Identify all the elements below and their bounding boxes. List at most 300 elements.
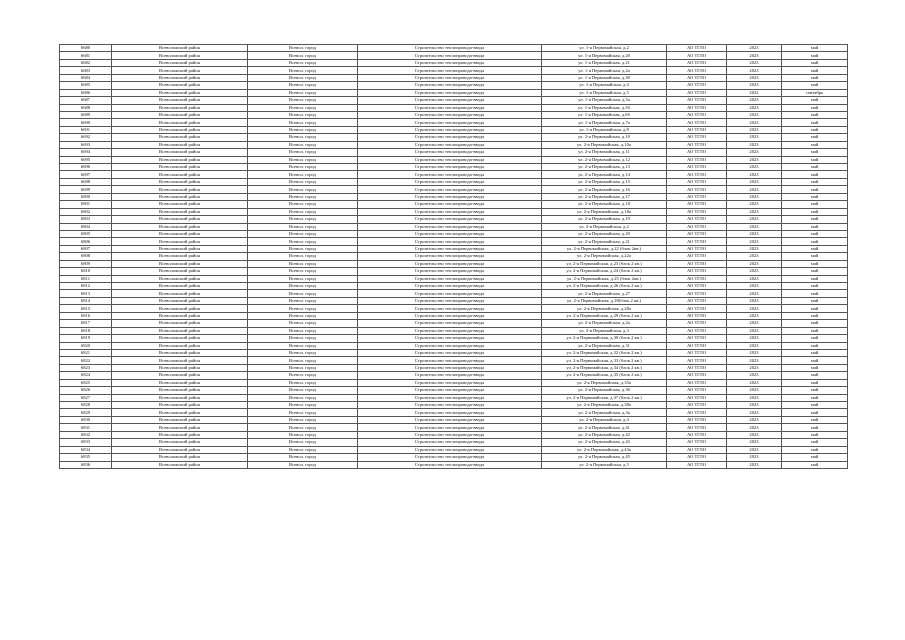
organization-cell: АО ТГЛО bbox=[667, 216, 727, 223]
settlement-cell: Всевол. город bbox=[248, 208, 358, 215]
organization-cell: АО ТГЛО bbox=[667, 156, 727, 163]
table-row bbox=[60, 141, 848, 148]
month-cell: май bbox=[782, 342, 848, 349]
district-cell: Всеволожский район bbox=[112, 193, 248, 200]
settlement-cell: Всевол. город bbox=[248, 126, 358, 133]
district-cell: Всеволожский район bbox=[112, 126, 248, 133]
row-number: 6831 bbox=[60, 424, 112, 431]
settlement-cell: Всевол. город bbox=[248, 320, 358, 327]
organization-cell: АО ТГЛО bbox=[667, 82, 727, 89]
row-number: 6813 bbox=[60, 290, 112, 297]
table-row bbox=[60, 409, 848, 416]
settlement-cell: Всевол. город bbox=[248, 230, 358, 237]
settlement-cell: Всевол. город bbox=[248, 52, 358, 59]
address-cell: ул. 1-я Первомайская, д.8 bbox=[542, 126, 667, 133]
work-type-cell: Строительство теплопровода-ввода bbox=[358, 364, 542, 371]
organization-cell: АО ТГЛО bbox=[667, 424, 727, 431]
row-number: 6810 bbox=[60, 268, 112, 275]
row-number: 6691 bbox=[60, 126, 112, 133]
table-row bbox=[60, 186, 848, 193]
organization-cell: АО ТГЛО bbox=[667, 193, 727, 200]
district-cell: Всеволожский район bbox=[112, 327, 248, 334]
work-type-cell: Строительство теплопровода-ввода bbox=[358, 89, 542, 96]
month-cell: май bbox=[782, 260, 848, 267]
district-cell: Всеволожский район bbox=[112, 149, 248, 156]
work-type-cell: Строительство теплопровода-ввода bbox=[358, 119, 542, 126]
district-cell: Всеволожский район bbox=[112, 223, 248, 230]
address-cell: ул. 2-я Первомайская, д.27 bbox=[542, 290, 667, 297]
year-cell: 2023 bbox=[727, 357, 782, 364]
table-row bbox=[60, 208, 848, 215]
settlement-cell: Всевол. город bbox=[248, 193, 358, 200]
row-number: 6686 bbox=[60, 89, 112, 96]
year-cell: 2023 bbox=[727, 439, 782, 446]
settlement-cell: Всевол. город bbox=[248, 171, 358, 178]
month-cell: май bbox=[782, 409, 848, 416]
work-type-cell: Строительство теплопровода-ввода bbox=[358, 164, 542, 171]
address-cell: ул. 2-я Первомайская, д.45 bbox=[542, 454, 667, 461]
work-type-cell: Строительство теплопровода-ввода bbox=[358, 149, 542, 156]
row-number: 6819 bbox=[60, 335, 112, 342]
district-cell: Всеволожский район bbox=[112, 156, 248, 163]
table-row bbox=[60, 305, 848, 312]
settlement-cell: Всевол. город bbox=[248, 431, 358, 438]
district-cell: Всеволожский район bbox=[112, 379, 248, 386]
organization-cell: АО ТГЛО bbox=[667, 89, 727, 96]
organization-cell: АО ТГЛО bbox=[667, 349, 727, 356]
row-number: 6682 bbox=[60, 59, 112, 66]
address-cell: ул. 2-я Первомайская, д.18а bbox=[542, 208, 667, 215]
table-row bbox=[60, 327, 848, 334]
row-number: 6698 bbox=[60, 178, 112, 185]
district-cell: Всеволожский район bbox=[112, 424, 248, 431]
district-cell: Всеволожский район bbox=[112, 312, 248, 319]
address-cell: ул. 2-я Первомайская, д.14 bbox=[542, 171, 667, 178]
year-cell: 2023 bbox=[727, 335, 782, 342]
work-type-cell: Строительство теплопровода-ввода bbox=[358, 439, 542, 446]
district-cell: Всеволожский район bbox=[112, 82, 248, 89]
address-cell: ул. 2-я Первомайская, д.19 bbox=[542, 216, 667, 223]
table-row bbox=[60, 104, 848, 111]
table-row bbox=[60, 349, 848, 356]
settlement-cell: Всевол. город bbox=[248, 119, 358, 126]
address-cell: ул. 2-я Первомайская, д.22 (блок 2кв.) bbox=[542, 245, 667, 252]
table-row bbox=[60, 416, 848, 423]
work-type-cell: Строительство теплопровода-ввода bbox=[358, 171, 542, 178]
district-cell: Всеволожский район bbox=[112, 275, 248, 282]
work-type-cell: Строительство теплопровода-ввода bbox=[358, 201, 542, 208]
year-cell: 2023 bbox=[727, 52, 782, 59]
address-cell: ул. 2-я Первомайская, д.30 (блок 2 кв.) bbox=[542, 335, 667, 342]
work-type-cell: Строительство теплопровода-ввода bbox=[358, 416, 542, 423]
settlement-cell: Всевол. город bbox=[248, 409, 358, 416]
year-cell: 2023 bbox=[727, 59, 782, 66]
row-number: 6809 bbox=[60, 260, 112, 267]
table-row bbox=[60, 364, 848, 371]
settlement-cell: Всевол. город bbox=[248, 446, 358, 453]
organization-cell: АО ТГЛО bbox=[667, 342, 727, 349]
district-cell: Всеволожский район bbox=[112, 283, 248, 290]
row-number: 6684 bbox=[60, 74, 112, 81]
address-cell: ул. 2-я Первомайская, д.12 bbox=[542, 156, 667, 163]
row-number: 6695 bbox=[60, 156, 112, 163]
settlement-cell: Всевол. город bbox=[248, 379, 358, 386]
settlement-cell: Всевол. город bbox=[248, 45, 358, 52]
work-type-cell: Строительство теплопровода-ввода bbox=[358, 238, 542, 245]
table-row bbox=[60, 446, 848, 453]
address-cell: ул. 2-я Первомайская, д.24 (блок 2 кв.) bbox=[542, 268, 667, 275]
work-type-cell: Строительство теплопровода-ввода bbox=[358, 297, 542, 304]
row-number: 6806 bbox=[60, 238, 112, 245]
month-cell: май bbox=[782, 416, 848, 423]
table-row bbox=[60, 424, 848, 431]
settlement-cell: Всевол. город bbox=[248, 111, 358, 118]
table-row bbox=[60, 178, 848, 185]
table-row bbox=[60, 342, 848, 349]
row-number: 6680 bbox=[60, 45, 112, 52]
row-number: 6689 bbox=[60, 111, 112, 118]
table-row bbox=[60, 454, 848, 461]
work-type-cell: Строительство теплопровода-ввода bbox=[358, 156, 542, 163]
month-cell: май bbox=[782, 45, 848, 52]
row-number: 6807 bbox=[60, 245, 112, 252]
table-row bbox=[60, 320, 848, 327]
year-cell: 2023 bbox=[727, 223, 782, 230]
year-cell: 2023 bbox=[727, 290, 782, 297]
row-number: 6802 bbox=[60, 208, 112, 215]
settlement-cell: Всевол. город bbox=[248, 439, 358, 446]
row-number: 6834 bbox=[60, 446, 112, 453]
organization-cell: АО ТГЛО bbox=[667, 186, 727, 193]
settlement-cell: Всевол. город bbox=[248, 372, 358, 379]
organization-cell: АО ТГЛО bbox=[667, 320, 727, 327]
year-cell: 2023 bbox=[727, 230, 782, 237]
row-number: 6811 bbox=[60, 275, 112, 282]
settlement-cell: Всевол. город bbox=[248, 201, 358, 208]
year-cell: 2023 bbox=[727, 446, 782, 453]
organization-cell: АО ТГЛО bbox=[667, 97, 727, 104]
month-cell: май bbox=[782, 357, 848, 364]
month-cell: май bbox=[782, 245, 848, 252]
district-cell: Всеволожский район bbox=[112, 260, 248, 267]
address-cell: ул. 2-я Первомайская, д.23 (блок 2 кв.) bbox=[542, 260, 667, 267]
district-cell: Всеволожский район bbox=[112, 119, 248, 126]
table-body bbox=[60, 45, 848, 469]
work-type-cell: Строительство теплопровода-ввода bbox=[358, 327, 542, 334]
table-row bbox=[60, 156, 848, 163]
table-row bbox=[60, 290, 848, 297]
district-cell: Всеволожский район bbox=[112, 290, 248, 297]
table-row bbox=[60, 59, 848, 66]
organization-cell: АО ТГЛО bbox=[667, 364, 727, 371]
table-row bbox=[60, 67, 848, 74]
address-cell: ул. 2-я Первомайская, д.28(блок 2 кв.) bbox=[542, 297, 667, 304]
district-cell: Всеволожский район bbox=[112, 320, 248, 327]
table-row bbox=[60, 275, 848, 282]
month-cell: май bbox=[782, 134, 848, 141]
work-type-cell: Строительство теплопровода-ввода bbox=[358, 402, 542, 409]
organization-cell: АО ТГЛО bbox=[667, 253, 727, 260]
month-cell: май bbox=[782, 52, 848, 59]
work-type-cell: Строительство теплопровода-ввода bbox=[358, 349, 542, 356]
organization-cell: АО ТГЛО bbox=[667, 454, 727, 461]
month-cell: май bbox=[782, 74, 848, 81]
organization-cell: АО ТГЛО bbox=[667, 283, 727, 290]
month-cell: май bbox=[782, 104, 848, 111]
address-cell: ул. 1-я Первомайская, д.5б bbox=[542, 104, 667, 111]
year-cell: 2023 bbox=[727, 253, 782, 260]
district-cell: Всеволожский район bbox=[112, 439, 248, 446]
district-cell: Всеволожский район bbox=[112, 402, 248, 409]
district-cell: Всеволожский район bbox=[112, 342, 248, 349]
organization-cell: АО ТГЛО bbox=[667, 431, 727, 438]
work-type-cell: Строительство теплопровода-ввода bbox=[358, 45, 542, 52]
address-cell: ул. 2-я Первомайская, д.35 (блок 2 кв.) bbox=[542, 372, 667, 379]
work-type-cell: Строительство теплопровода-ввода bbox=[358, 126, 542, 133]
address-cell: ул. 2-я Первомайская, д.16 bbox=[542, 186, 667, 193]
work-type-cell: Строительство теплопровода-ввода bbox=[358, 320, 542, 327]
settlement-cell: Всевол. город bbox=[248, 342, 358, 349]
year-cell: 2022 bbox=[727, 89, 782, 96]
organization-cell: АО ТГЛО bbox=[667, 201, 727, 208]
table-row bbox=[60, 379, 848, 386]
table-row bbox=[60, 357, 848, 364]
district-cell: Всеволожский район bbox=[112, 305, 248, 312]
district-cell: Всеволожский район bbox=[112, 245, 248, 252]
district-cell: Всеволожский район bbox=[112, 416, 248, 423]
address-cell: ул. 2-я Первомайская, д.22а bbox=[542, 253, 667, 260]
address-cell: ул. 2-я Первомайская, д.35а bbox=[542, 379, 667, 386]
year-cell: 2023 bbox=[727, 111, 782, 118]
table-row bbox=[60, 335, 848, 342]
table-row bbox=[60, 74, 848, 81]
month-cell: май bbox=[782, 253, 848, 260]
district-cell: Всеволожский район bbox=[112, 59, 248, 66]
row-number: 6836 bbox=[60, 461, 112, 468]
district-cell: Всеволожский район bbox=[112, 216, 248, 223]
district-cell: Всеволожский район bbox=[112, 387, 248, 394]
organization-cell: АО ТГЛО bbox=[667, 126, 727, 133]
table-row bbox=[60, 193, 848, 200]
table-row bbox=[60, 312, 848, 319]
year-cell: 2023 bbox=[727, 402, 782, 409]
organization-cell: АО ТГЛО bbox=[667, 171, 727, 178]
year-cell: 2023 bbox=[727, 104, 782, 111]
row-number: 6693 bbox=[60, 141, 112, 148]
address-cell: ул. 2-я Первомайская, д.10а bbox=[542, 141, 667, 148]
work-type-cell: Строительство теплопровода-ввода bbox=[358, 454, 542, 461]
row-number: 6683 bbox=[60, 67, 112, 74]
month-cell: май bbox=[782, 141, 848, 148]
table-row bbox=[60, 45, 848, 52]
organization-cell: АО ТГЛО bbox=[667, 223, 727, 230]
organization-cell: АО ТГЛО bbox=[667, 335, 727, 342]
address-cell: ул. 2-я Первомайская, д.26 (блок 2 кв.) bbox=[542, 283, 667, 290]
district-cell: Всеволожский район bbox=[112, 297, 248, 304]
month-cell: май bbox=[782, 164, 848, 171]
month-cell: май bbox=[782, 394, 848, 401]
work-type-cell: Строительство теплопровода-ввода bbox=[358, 290, 542, 297]
settlement-cell: Всевол. город bbox=[248, 164, 358, 171]
year-cell: 2023 bbox=[727, 134, 782, 141]
settlement-cell: Всевол. город bbox=[248, 357, 358, 364]
year-cell: 2023 bbox=[727, 260, 782, 267]
organization-cell: АО ТГЛО bbox=[667, 59, 727, 66]
district-cell: Всеволожский район bbox=[112, 208, 248, 215]
work-type-cell: Строительство теплопровода-ввода bbox=[358, 59, 542, 66]
month-cell: май bbox=[782, 178, 848, 185]
settlement-cell: Всевол. город bbox=[248, 260, 358, 267]
settlement-cell: Всевол. город bbox=[248, 134, 358, 141]
month-cell: май bbox=[782, 193, 848, 200]
organization-cell: АО ТГЛО bbox=[667, 290, 727, 297]
month-cell: май bbox=[782, 268, 848, 275]
district-cell: Всеволожский район bbox=[112, 230, 248, 237]
organization-cell: АО ТГЛО bbox=[667, 409, 727, 416]
address-cell: ул. 2-я Первомайская, д.4 bbox=[542, 416, 667, 423]
work-type-cell: Строительство теплопровода-ввода bbox=[358, 52, 542, 59]
year-cell: 2023 bbox=[727, 454, 782, 461]
year-cell: 2023 bbox=[727, 268, 782, 275]
district-cell: Всеволожский район bbox=[112, 45, 248, 52]
address-cell: ул. 2-я Первомайская, д.32 (блок 2 кв.) bbox=[542, 349, 667, 356]
year-cell: 2023 bbox=[727, 275, 782, 282]
settlement-cell: Всевол. город bbox=[248, 178, 358, 185]
year-cell: 2023 bbox=[727, 208, 782, 215]
settlement-cell: Всевол. город bbox=[248, 275, 358, 282]
address-cell: ул. 2-я Первомайская, д.31 bbox=[542, 342, 667, 349]
address-cell: ул. 2-я Первомайская, д.43 bbox=[542, 439, 667, 446]
organization-cell: АО ТГЛО bbox=[667, 372, 727, 379]
table-row bbox=[60, 431, 848, 438]
year-cell: 2023 bbox=[727, 394, 782, 401]
address-cell: ул. 2-я Первомайская, д.36 bbox=[542, 387, 667, 394]
address-cell: ул. 2-я Первомайская, д.42 bbox=[542, 431, 667, 438]
work-type-cell: Строительство теплопровода-ввода bbox=[358, 178, 542, 185]
year-cell: 2023 bbox=[727, 186, 782, 193]
table-row bbox=[60, 82, 848, 89]
address-cell: ул. 2-я Первомайская, д.37 (блок 2 кв.) bbox=[542, 394, 667, 401]
work-type-cell: Строительство теплопровода-ввода bbox=[358, 111, 542, 118]
address-cell: ул. 2-я Первомайская, д.38а bbox=[542, 402, 667, 409]
row-number: 6696 bbox=[60, 164, 112, 171]
month-cell: май bbox=[782, 97, 848, 104]
year-cell: 2023 bbox=[727, 119, 782, 126]
work-type-cell: Строительство теплопровода-ввода bbox=[358, 193, 542, 200]
organization-cell: АО ТГЛО bbox=[667, 439, 727, 446]
work-type-cell: Строительство теплопровода-ввода bbox=[358, 424, 542, 431]
address-cell: ул. 1-я Первомайская, д.7а bbox=[542, 119, 667, 126]
work-type-cell: Строительство теплопровода-ввода bbox=[358, 230, 542, 237]
organization-cell: АО ТГЛО bbox=[667, 141, 727, 148]
year-cell: 2023 bbox=[727, 327, 782, 334]
month-cell: май bbox=[782, 156, 848, 163]
settlement-cell: Всевол. город bbox=[248, 305, 358, 312]
settlement-cell: Всевол. город bbox=[248, 156, 358, 163]
address-cell: ул. 2-я Первомайская, д.3а bbox=[542, 409, 667, 416]
district-cell: Всеволожский район bbox=[112, 178, 248, 185]
work-type-cell: Строительство теплопровода-ввода bbox=[358, 387, 542, 394]
row-number: 6814 bbox=[60, 297, 112, 304]
table-row bbox=[60, 253, 848, 260]
row-number: 6822 bbox=[60, 357, 112, 364]
row-number: 6824 bbox=[60, 372, 112, 379]
work-type-cell: Строительство теплопровода-ввода bbox=[358, 104, 542, 111]
settlement-cell: Всевол. город bbox=[248, 238, 358, 245]
row-number: 6829 bbox=[60, 409, 112, 416]
settlement-cell: Всевол. город bbox=[248, 402, 358, 409]
organization-cell: АО ТГЛО bbox=[667, 119, 727, 126]
organization-cell: АО ТГЛО bbox=[667, 379, 727, 386]
year-cell: 2023 bbox=[727, 349, 782, 356]
district-cell: Всеволожский район bbox=[112, 97, 248, 104]
district-cell: Всеволожский район bbox=[112, 67, 248, 74]
settlement-cell: Всевол. город bbox=[248, 223, 358, 230]
table-row bbox=[60, 201, 848, 208]
row-number: 6828 bbox=[60, 402, 112, 409]
table-row bbox=[60, 245, 848, 252]
row-number: 6817 bbox=[60, 320, 112, 327]
district-cell: Всеволожский район bbox=[112, 431, 248, 438]
table-row bbox=[60, 230, 848, 237]
settlement-cell: Всевол. город bbox=[248, 82, 358, 89]
address-cell: ул. 2-я Первомайская, д.34 (блок 2 кв.) bbox=[542, 364, 667, 371]
year-cell: 2023 bbox=[727, 74, 782, 81]
table-row bbox=[60, 89, 848, 96]
month-cell: май bbox=[782, 223, 848, 230]
row-number: 6825 bbox=[60, 379, 112, 386]
settlement-cell: Всевол. город bbox=[248, 67, 358, 74]
year-cell: 2023 bbox=[727, 201, 782, 208]
month-cell: май bbox=[782, 119, 848, 126]
address-cell: ул. 2-я Первомайская, д.21 bbox=[542, 238, 667, 245]
month-cell: май bbox=[782, 186, 848, 193]
row-number: 6697 bbox=[60, 171, 112, 178]
address-cell: ул. 1-я Первомайская, д.5 bbox=[542, 89, 667, 96]
year-cell: 2023 bbox=[727, 431, 782, 438]
address-cell: ул. 1-я Первомайская, д.20 bbox=[542, 52, 667, 59]
month-cell: май bbox=[782, 67, 848, 74]
month-cell: май bbox=[782, 402, 848, 409]
row-number: 6818 bbox=[60, 327, 112, 334]
year-cell: 2023 bbox=[727, 67, 782, 74]
address-cell: ул. 2-я Первомайская, д.10 bbox=[542, 134, 667, 141]
year-cell: 2023 bbox=[727, 178, 782, 185]
year-cell: 2023 bbox=[727, 164, 782, 171]
table-row bbox=[60, 134, 848, 141]
work-type-cell: Строительство теплопровода-ввода bbox=[358, 268, 542, 275]
settlement-cell: Всевол. город bbox=[248, 424, 358, 431]
settlement-cell: Всевол. город bbox=[248, 141, 358, 148]
district-cell: Всеволожский район bbox=[112, 74, 248, 81]
address-cell: ул. 2-я Первомайская, д.43а bbox=[542, 446, 667, 453]
organization-cell: АО ТГЛО bbox=[667, 52, 727, 59]
settlement-cell: Всевол. город bbox=[248, 349, 358, 356]
month-cell: май bbox=[782, 82, 848, 89]
table-row bbox=[60, 164, 848, 171]
month-cell: май bbox=[782, 216, 848, 223]
month-cell: май bbox=[782, 126, 848, 133]
month-cell: май bbox=[782, 230, 848, 237]
settlement-cell: Всевол. город bbox=[248, 454, 358, 461]
work-type-cell: Строительство теплопровода-ввода bbox=[358, 372, 542, 379]
year-cell: 2023 bbox=[727, 141, 782, 148]
work-type-cell: Строительство теплопровода-ввода bbox=[358, 409, 542, 416]
table-row bbox=[60, 149, 848, 156]
row-number: 6800 bbox=[60, 193, 112, 200]
table-row bbox=[60, 372, 848, 379]
settlement-cell: Всевол. город bbox=[248, 394, 358, 401]
